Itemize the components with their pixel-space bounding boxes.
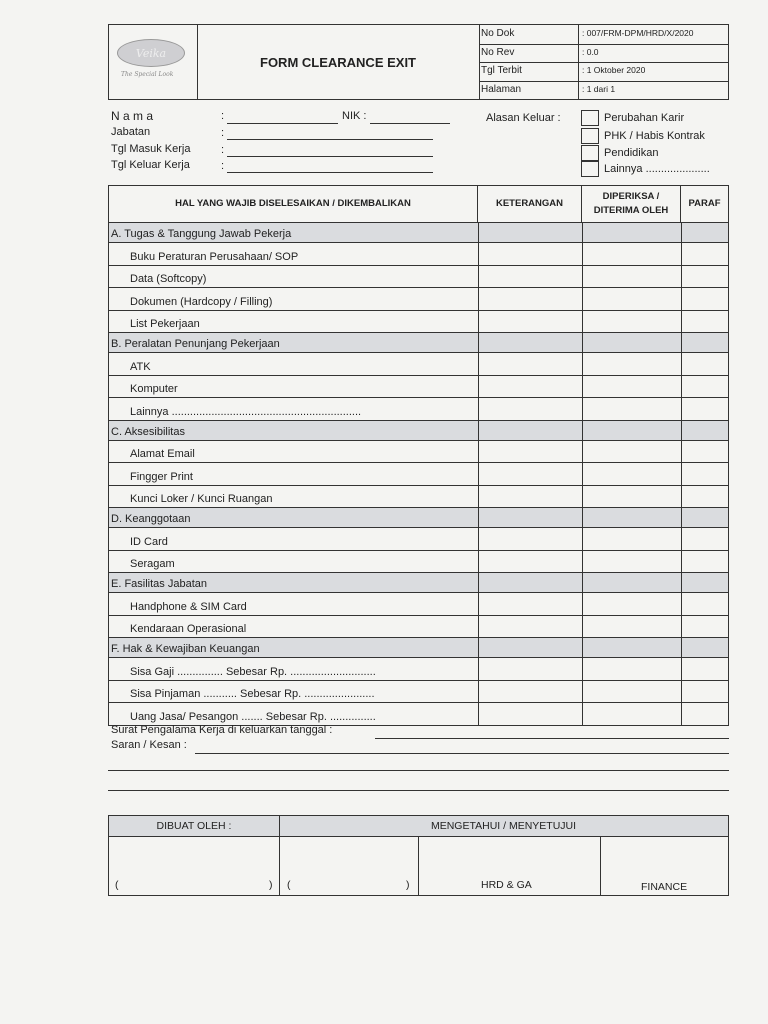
clearance-table bbox=[108, 185, 729, 726]
section-title: C. Aksesibilitas bbox=[111, 425, 185, 438]
colon: : bbox=[221, 160, 225, 172]
nama-field[interactable] bbox=[227, 123, 338, 124]
meta-value: : 0.0 bbox=[582, 46, 599, 57]
item-label: ID Card bbox=[130, 535, 168, 548]
signature-table bbox=[108, 815, 729, 896]
surat-date-field[interactable] bbox=[375, 738, 729, 739]
item-label: ATK bbox=[130, 360, 151, 373]
item-row bbox=[109, 265, 728, 288]
header-paraf: PARAF bbox=[688, 197, 721, 209]
item-label: Uang Jasa/ Pesangon ....... Sebesar Rp. ............... bbox=[130, 710, 376, 723]
reason-checkbox[interactable] bbox=[581, 145, 599, 161]
section-title: A. Tugas & Tanggung Jawab Pekerja bbox=[111, 228, 292, 240]
tgl-keluar-field[interactable] bbox=[227, 172, 433, 173]
section-title: E. Fasilitas Jabatan bbox=[111, 578, 207, 590]
section-row bbox=[109, 332, 728, 352]
signature-paren-close: ) bbox=[269, 879, 273, 891]
colon: : bbox=[221, 110, 225, 122]
item-row bbox=[109, 550, 728, 573]
section-row bbox=[109, 222, 728, 242]
meta-value: : 1 Oktober 2020 bbox=[582, 65, 646, 75]
header-keterangan: KETERANGAN bbox=[478, 186, 582, 222]
item-label: Handphone & SIM Card bbox=[130, 600, 247, 613]
item-label: Seragam bbox=[130, 558, 175, 570]
meta-key: No Dok bbox=[481, 28, 515, 39]
label-nik: NIK : bbox=[342, 110, 367, 122]
section-row bbox=[109, 637, 728, 657]
item-label: Kendaraan Operasional bbox=[130, 623, 247, 635]
item-label: Kunci Loker / Kunci Ruangan bbox=[130, 493, 273, 505]
item-label: List Pekerjaan bbox=[130, 318, 200, 330]
colon: : bbox=[221, 144, 225, 156]
signature-paren-close: ) bbox=[406, 879, 410, 891]
section-title: F. Hak & Kewajiban Keuangan bbox=[111, 643, 260, 655]
header-items: HAL YANG WAJIB DISELESAIKAN / DIKEMBALIKAN bbox=[109, 186, 478, 222]
company-logo bbox=[109, 25, 198, 99]
logo-text: Veika bbox=[135, 46, 167, 60]
meta-key: Tgl Terbit bbox=[481, 65, 522, 76]
meta-value: : 007/FRM-DPM/HRD/X/2020 bbox=[582, 28, 694, 38]
item-row bbox=[109, 440, 728, 463]
label-alasan-keluar: Alasan Keluar : bbox=[486, 112, 561, 124]
dibuat-oleh-header: DIBUAT OLEH : bbox=[109, 816, 279, 837]
meta-key: No Rev bbox=[481, 46, 515, 58]
saran-kesan-label: Saran / Kesan : bbox=[111, 739, 187, 751]
signature-paren-open: ( bbox=[287, 879, 291, 891]
finance-label: FINANCE bbox=[641, 881, 688, 893]
tgl-masuk-field[interactable] bbox=[227, 156, 433, 157]
meta-row bbox=[479, 81, 728, 100]
section-row bbox=[109, 420, 728, 440]
mengetahui-header: MENGETAHUI / MENYETUJUI bbox=[279, 816, 728, 837]
meta-key: Halaman bbox=[481, 83, 522, 95]
item-row bbox=[109, 615, 728, 638]
item-row bbox=[109, 527, 728, 550]
header-diperiksa: DIPERIKSA / DITERIMA OLEH bbox=[582, 186, 681, 222]
nik-field[interactable] bbox=[370, 123, 450, 124]
item-row bbox=[109, 657, 728, 680]
surat-pengalaman-label: Surat Pengalama Kerja di keluarkan tanggal : bbox=[111, 724, 333, 736]
item-row bbox=[109, 485, 728, 508]
item-row bbox=[109, 287, 728, 310]
reason-label: Lainnya ..................... bbox=[604, 163, 710, 175]
reason-label: Pendidikan bbox=[604, 147, 659, 159]
saran-line[interactable] bbox=[195, 753, 729, 754]
signature-paren-open: ( bbox=[115, 879, 119, 891]
section-title: D. Keanggotaan bbox=[111, 513, 191, 525]
item-label: Buku Peraturan Perusahaan/ SOP bbox=[130, 250, 299, 263]
item-row bbox=[109, 310, 728, 333]
logo-tagline: The Special Look bbox=[121, 71, 174, 78]
item-row bbox=[109, 462, 728, 485]
item-row bbox=[109, 397, 728, 420]
meta-value: : 1 dari 1 bbox=[582, 83, 616, 94]
hrd-ga-label: HRD & GA bbox=[481, 879, 532, 891]
saran-line[interactable] bbox=[108, 770, 729, 771]
label-tgl-masuk: Tgl Masuk Kerja bbox=[111, 143, 191, 155]
item-label: Data (Softcopy) bbox=[130, 273, 207, 285]
item-row bbox=[109, 352, 728, 375]
item-row bbox=[109, 680, 728, 703]
item-row bbox=[109, 375, 728, 398]
jabatan-field[interactable] bbox=[227, 139, 433, 140]
section-row bbox=[109, 507, 728, 527]
item-label: Lainnya .............................................................. bbox=[130, 405, 362, 418]
reason-label: Perubahan Karir bbox=[604, 112, 685, 124]
item-label: Alamat Email bbox=[130, 448, 195, 460]
item-label: Sisa Pinjaman ........... Sebesar Rp. ....................... bbox=[130, 688, 375, 700]
meta-row bbox=[479, 25, 728, 45]
item-label: Fingger Print bbox=[130, 470, 193, 483]
label-nama: N a m a bbox=[111, 109, 154, 123]
form-title: FORM CLEARANCE EXIT bbox=[197, 25, 480, 99]
item-label: Dokumen (Hardcopy / Filling) bbox=[130, 295, 273, 308]
item-row bbox=[109, 242, 728, 265]
reason-checkbox[interactable] bbox=[581, 110, 599, 126]
item-row bbox=[109, 592, 728, 615]
label-tgl-keluar: Tgl Keluar Kerja bbox=[111, 159, 190, 171]
meta-row bbox=[479, 62, 728, 82]
reason-checkbox[interactable] bbox=[581, 161, 599, 177]
colon: : bbox=[221, 127, 225, 139]
label-jabatan: Jabatan bbox=[111, 126, 151, 138]
section-row bbox=[109, 572, 728, 592]
section-title: B. Peralatan Penunjang Pekerjaan bbox=[111, 338, 280, 350]
document-header bbox=[108, 24, 729, 100]
meta-row bbox=[479, 44, 728, 64]
item-row bbox=[109, 702, 728, 725]
reason-checkbox[interactable] bbox=[581, 128, 599, 144]
item-label: Komputer bbox=[130, 383, 178, 395]
reason-label: PHK / Habis Kontrak bbox=[604, 130, 705, 142]
saran-line[interactable] bbox=[108, 790, 729, 791]
item-label: Sisa Gaji ............... Sebesar Rp. ............................ bbox=[130, 665, 376, 678]
